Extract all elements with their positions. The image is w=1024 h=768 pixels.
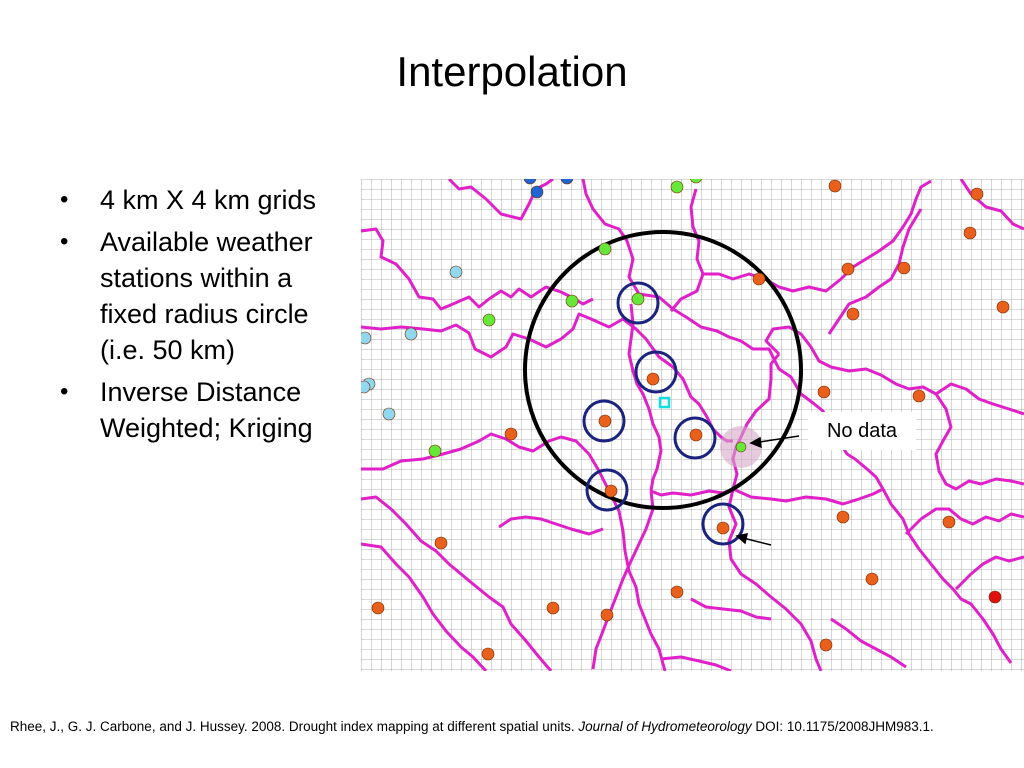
no-data-label: No data <box>808 412 916 450</box>
citation-journal: Journal of Hydrometeorology <box>578 719 752 734</box>
station-lightblue <box>361 332 371 344</box>
bullet-item <box>56 224 346 368</box>
station-lightblue <box>361 381 370 393</box>
station-green <box>483 314 495 326</box>
slide-title: Interpolation <box>396 48 628 95</box>
station-red <box>989 591 1001 603</box>
station-lightblue <box>405 328 417 340</box>
station-green <box>736 442 746 452</box>
station-orange <box>837 511 849 523</box>
station-orange <box>898 262 910 274</box>
station-orange <box>601 609 613 621</box>
station-green <box>599 243 611 255</box>
station-orange <box>866 573 878 585</box>
station-orange <box>647 373 659 385</box>
bullet-item <box>56 182 346 218</box>
station-orange <box>818 386 830 398</box>
station-orange <box>435 537 447 549</box>
station-green <box>566 295 578 307</box>
bullet-text: Available weather stations within a fixed radius circle (i.e. 50 km) <box>100 227 313 365</box>
station-blue <box>531 186 543 198</box>
station-lightblue <box>450 266 462 278</box>
station-orange <box>753 273 765 285</box>
bullet-text: Inverse Distance Weighted; Kriging <box>100 377 313 443</box>
station-orange <box>599 415 611 427</box>
citation-doi: DOI: 10.1175/2008JHM983.1. <box>751 719 934 734</box>
map-grid <box>361 179 1024 671</box>
station-orange <box>372 602 384 614</box>
station-orange <box>971 188 983 200</box>
citation-text: Rhee, J., G. J. Carbone, and J. Hussey. 2008. Drought index mapping at different spatial units. <box>10 719 579 734</box>
station-orange <box>717 522 729 534</box>
station-orange <box>605 485 617 497</box>
bullet-item <box>56 374 346 446</box>
station-orange <box>829 180 841 192</box>
station-orange <box>505 428 517 440</box>
bullet-dot-icon: • <box>60 228 69 255</box>
station-orange <box>997 301 1009 313</box>
station-orange <box>913 390 925 402</box>
station-orange <box>847 308 859 320</box>
station-green <box>671 181 683 193</box>
bullet-dot-icon: • <box>60 378 69 405</box>
citation <box>10 716 1010 737</box>
station-orange <box>671 586 683 598</box>
station-lightblue <box>383 408 395 420</box>
station-orange <box>547 602 559 614</box>
bullet-text: 4 km X 4 km grids <box>100 185 317 215</box>
station-orange <box>482 648 494 660</box>
station-orange <box>690 429 702 441</box>
station-green <box>429 445 441 457</box>
station-orange <box>964 227 976 239</box>
station-orange <box>820 639 832 651</box>
station-green <box>632 293 644 305</box>
station-map <box>361 179 1024 671</box>
bullet-list <box>56 182 346 452</box>
station-orange <box>842 263 854 275</box>
station-orange <box>943 516 955 528</box>
bullet-dot-icon: • <box>60 186 69 213</box>
